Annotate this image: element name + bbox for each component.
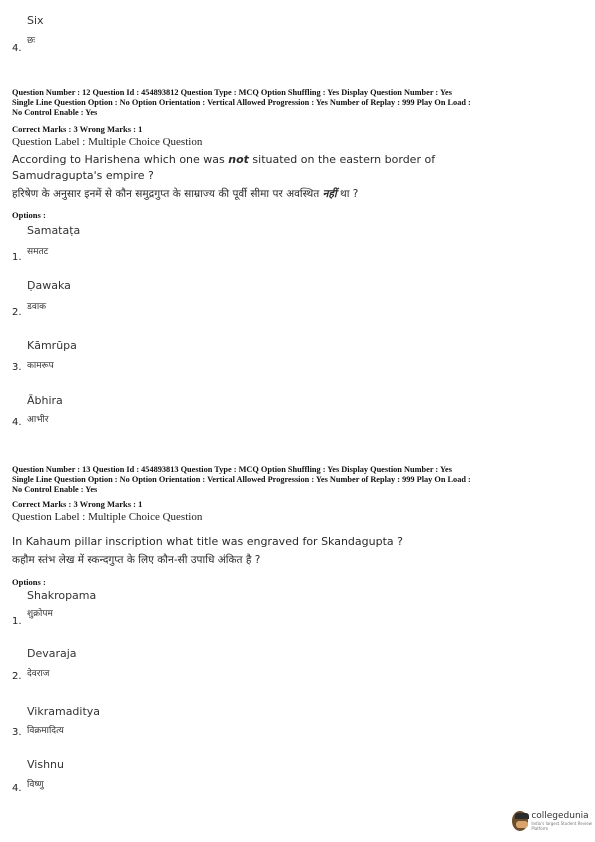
option-hindi: देवराज bbox=[27, 669, 50, 679]
option-hindi: समतट bbox=[27, 247, 49, 257]
marks-line: Correct Marks : 3 Wrong Marks : 1 bbox=[12, 124, 143, 134]
question-text-line2: Samudragupta's empire ? bbox=[12, 169, 154, 182]
question-label: Question Label : Multiple Choice Question bbox=[12, 511, 203, 523]
emphasis-not: not bbox=[228, 153, 249, 166]
option-text: Shakropama bbox=[27, 589, 97, 602]
question-meta-line: No Control Enable : Yes bbox=[12, 108, 98, 117]
question-meta-line: Question Number : 12 Question Id : 454893812 Question Type : MCQ Option Shuffling : Yes Display Question Number : Yes bbox=[12, 88, 452, 97]
option-number: 3. bbox=[12, 727, 22, 738]
question-label: Question Label : Multiple Choice Question bbox=[12, 136, 203, 148]
question-meta-line: Question Number : 13 Question Id : 454893813 Question Type : MCQ Option Shuffling : Yes Display Question Number : Yes bbox=[12, 465, 452, 474]
question-text: In Kahaum pillar inscription what title was engraved for Skandagupta ? bbox=[12, 535, 403, 548]
option-number: 2. bbox=[12, 671, 22, 682]
option-number: 2. bbox=[12, 307, 22, 318]
emphasis-nahin: नहीं bbox=[322, 188, 337, 200]
question-meta-line: No Control Enable : Yes bbox=[12, 485, 98, 494]
options-label: Options : bbox=[12, 577, 46, 587]
option-number: 4. bbox=[12, 417, 22, 428]
prev-option-number: 4. bbox=[12, 43, 22, 54]
option-number: 1. bbox=[12, 252, 22, 263]
option-hindi: कामरूप bbox=[27, 361, 54, 371]
option-text: Ābhira bbox=[27, 394, 63, 407]
logo-tagline: India's largest Student Review Platform bbox=[531, 821, 592, 831]
option-hindi: शुक्रोपम bbox=[27, 609, 53, 619]
option-number: 3. bbox=[12, 362, 22, 373]
option-text: Samataṭa bbox=[27, 224, 81, 237]
option-text: Vikramaditya bbox=[27, 705, 101, 718]
option-number: 4. bbox=[12, 783, 22, 794]
option-hindi: विष्णु bbox=[27, 780, 44, 790]
logo-name: collegedunia bbox=[531, 811, 589, 821]
marks-line: Correct Marks : 3 Wrong Marks : 1 bbox=[12, 499, 143, 509]
option-number: 1. bbox=[12, 616, 22, 627]
prev-option-text: Six bbox=[27, 14, 44, 27]
question-hindi: हरिषेण के अनुसार इनमें से कौन समुद्रगुप्त के साम्राज्य की पूर्वी सीमा पर अवस्थित नहीं था ? bbox=[12, 188, 359, 200]
prev-option-hindi: छः bbox=[27, 36, 36, 46]
question-text: According to Harishena which one was not situated on the eastern border of bbox=[12, 153, 436, 166]
question-hindi: कहौम स्तंभ लेख में स्कन्दगुप्त के लिए कौन-सी उपाधि अंकित है ? bbox=[12, 554, 261, 566]
student-mascot-icon bbox=[512, 811, 528, 831]
option-text: Kāmrūpa bbox=[27, 339, 77, 352]
option-hindi: आभीर bbox=[27, 415, 49, 425]
option-text: Vishnu bbox=[27, 758, 64, 771]
collegedunia-logo bbox=[512, 811, 595, 831]
options-label: Options : bbox=[12, 210, 46, 220]
question-meta-line: Single Line Question Option : No Option Orientation : Vertical Allowed Progression : Yes Number of Replay : 999 Play On Load : bbox=[12, 475, 471, 484]
question-meta-line: Single Line Question Option : No Option Orientation : Vertical Allowed Progression : Yes Number of Replay : 999 Play On Load : bbox=[12, 98, 471, 107]
option-hindi: विक्रमादित्य bbox=[27, 726, 64, 736]
option-hindi: डवाक bbox=[27, 302, 47, 312]
option-text: Devaraja bbox=[27, 647, 77, 660]
option-text: Ḍawaka bbox=[27, 279, 71, 292]
